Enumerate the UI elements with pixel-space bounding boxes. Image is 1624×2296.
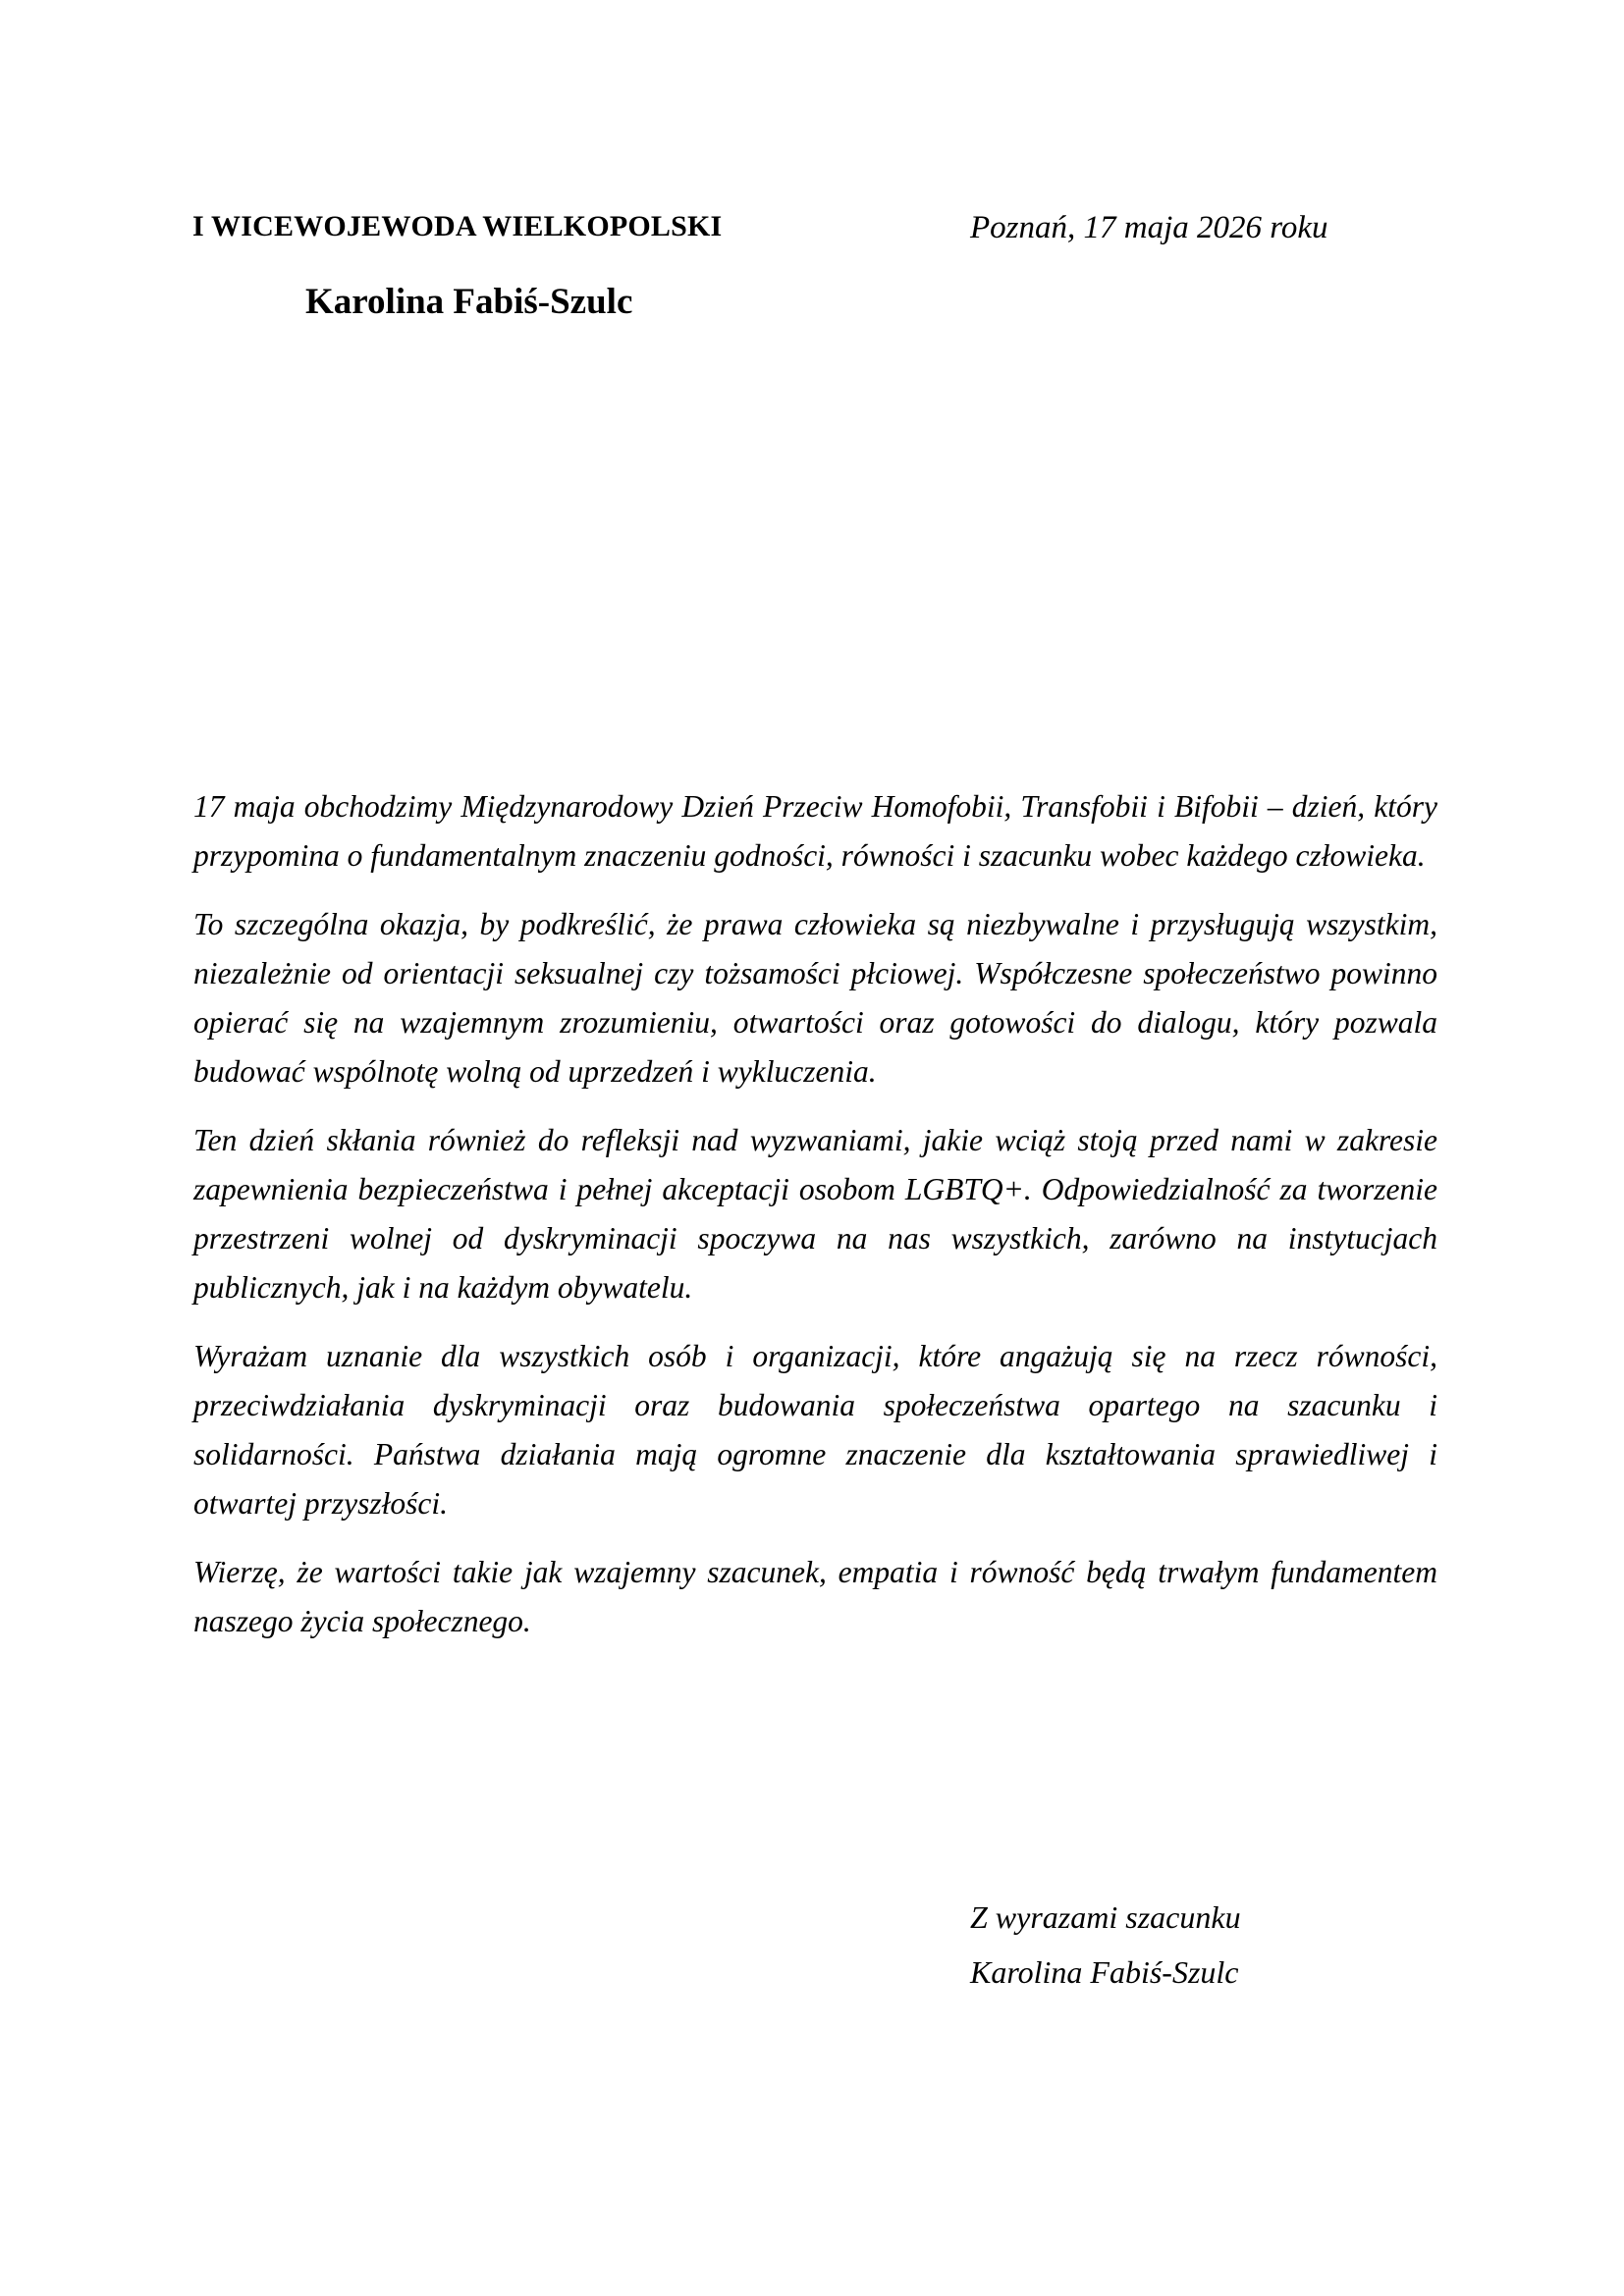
body-paragraph-4: Wyrażam uznanie dla wszystkich osób i organizacji, które angażują się na rzecz równości, przeciwdziałania dyskryminacji oraz budowania społeczeństwa opartego na szacunku i solidarności. Państwa działania mają ogromne znaczenie dla kształtowania sprawiedliwej i otwartej przyszłości.	[193, 1339, 1437, 1521]
closing-block	[970, 1890, 1241, 2000]
letter-body	[193, 782, 1437, 1666]
place-and-date: Poznań, 17 maja 2026 roku	[970, 210, 1328, 245]
body-paragraph-1: 17 maja obchodzimy Międzynarodowy Dzień Przeciw Homofobii, Transfobii i Bifobii – dzień, który przypomina o fundamentalnym znaczeniu godności, równości i szacunku wobec każdego człowieka.	[193, 789, 1437, 873]
closing-signature-name: Karolina Fabiś-Szulc	[970, 1954, 1239, 1990]
body-paragraph-2: To szczególna okazja, by podkreślić, że prawa człowieka są niezbywalne i przysługują wszystkim, niezależnie od orientacji seksualnej czy tożsamości płciowej. Współczesne społeczeństwo powinno opierać się na wzajemnym zrozumieniu, otwartości oraz gotowości do dialogu, który pozwala budować wspólnotę wolną od uprzedzeń i wykluczenia.	[193, 907, 1437, 1089]
sender-name: Karolina Fabiś-Szulc	[305, 282, 633, 322]
sender-title: I WICEWOJEWODA WIELKOPOLSKI	[192, 210, 723, 242]
closing-salutation: Z wyrazami szacunku	[970, 1899, 1241, 1935]
body-paragraph-3: Ten dzień skłania również do refleksji nad wyzwaniami, jakie wciąż stoją przed nami w zakresie zapewnienia bezpieczeństwa i pełnej akceptacji osobom LGBTQ+. Odpowiedzialność za tworzenie przestrzeni wolnej od dyskryminacji spoczywa na nas wszystkich, zarówno na instytucjach publicznych, jak i na każdym obywatelu.	[193, 1123, 1437, 1305]
body-paragraph-5: Wierzę, że wartości takie jak wzajemny szacunek, empatia i równość będą trwałym fundamentem naszego życia społecznego.	[193, 1555, 1437, 1638]
